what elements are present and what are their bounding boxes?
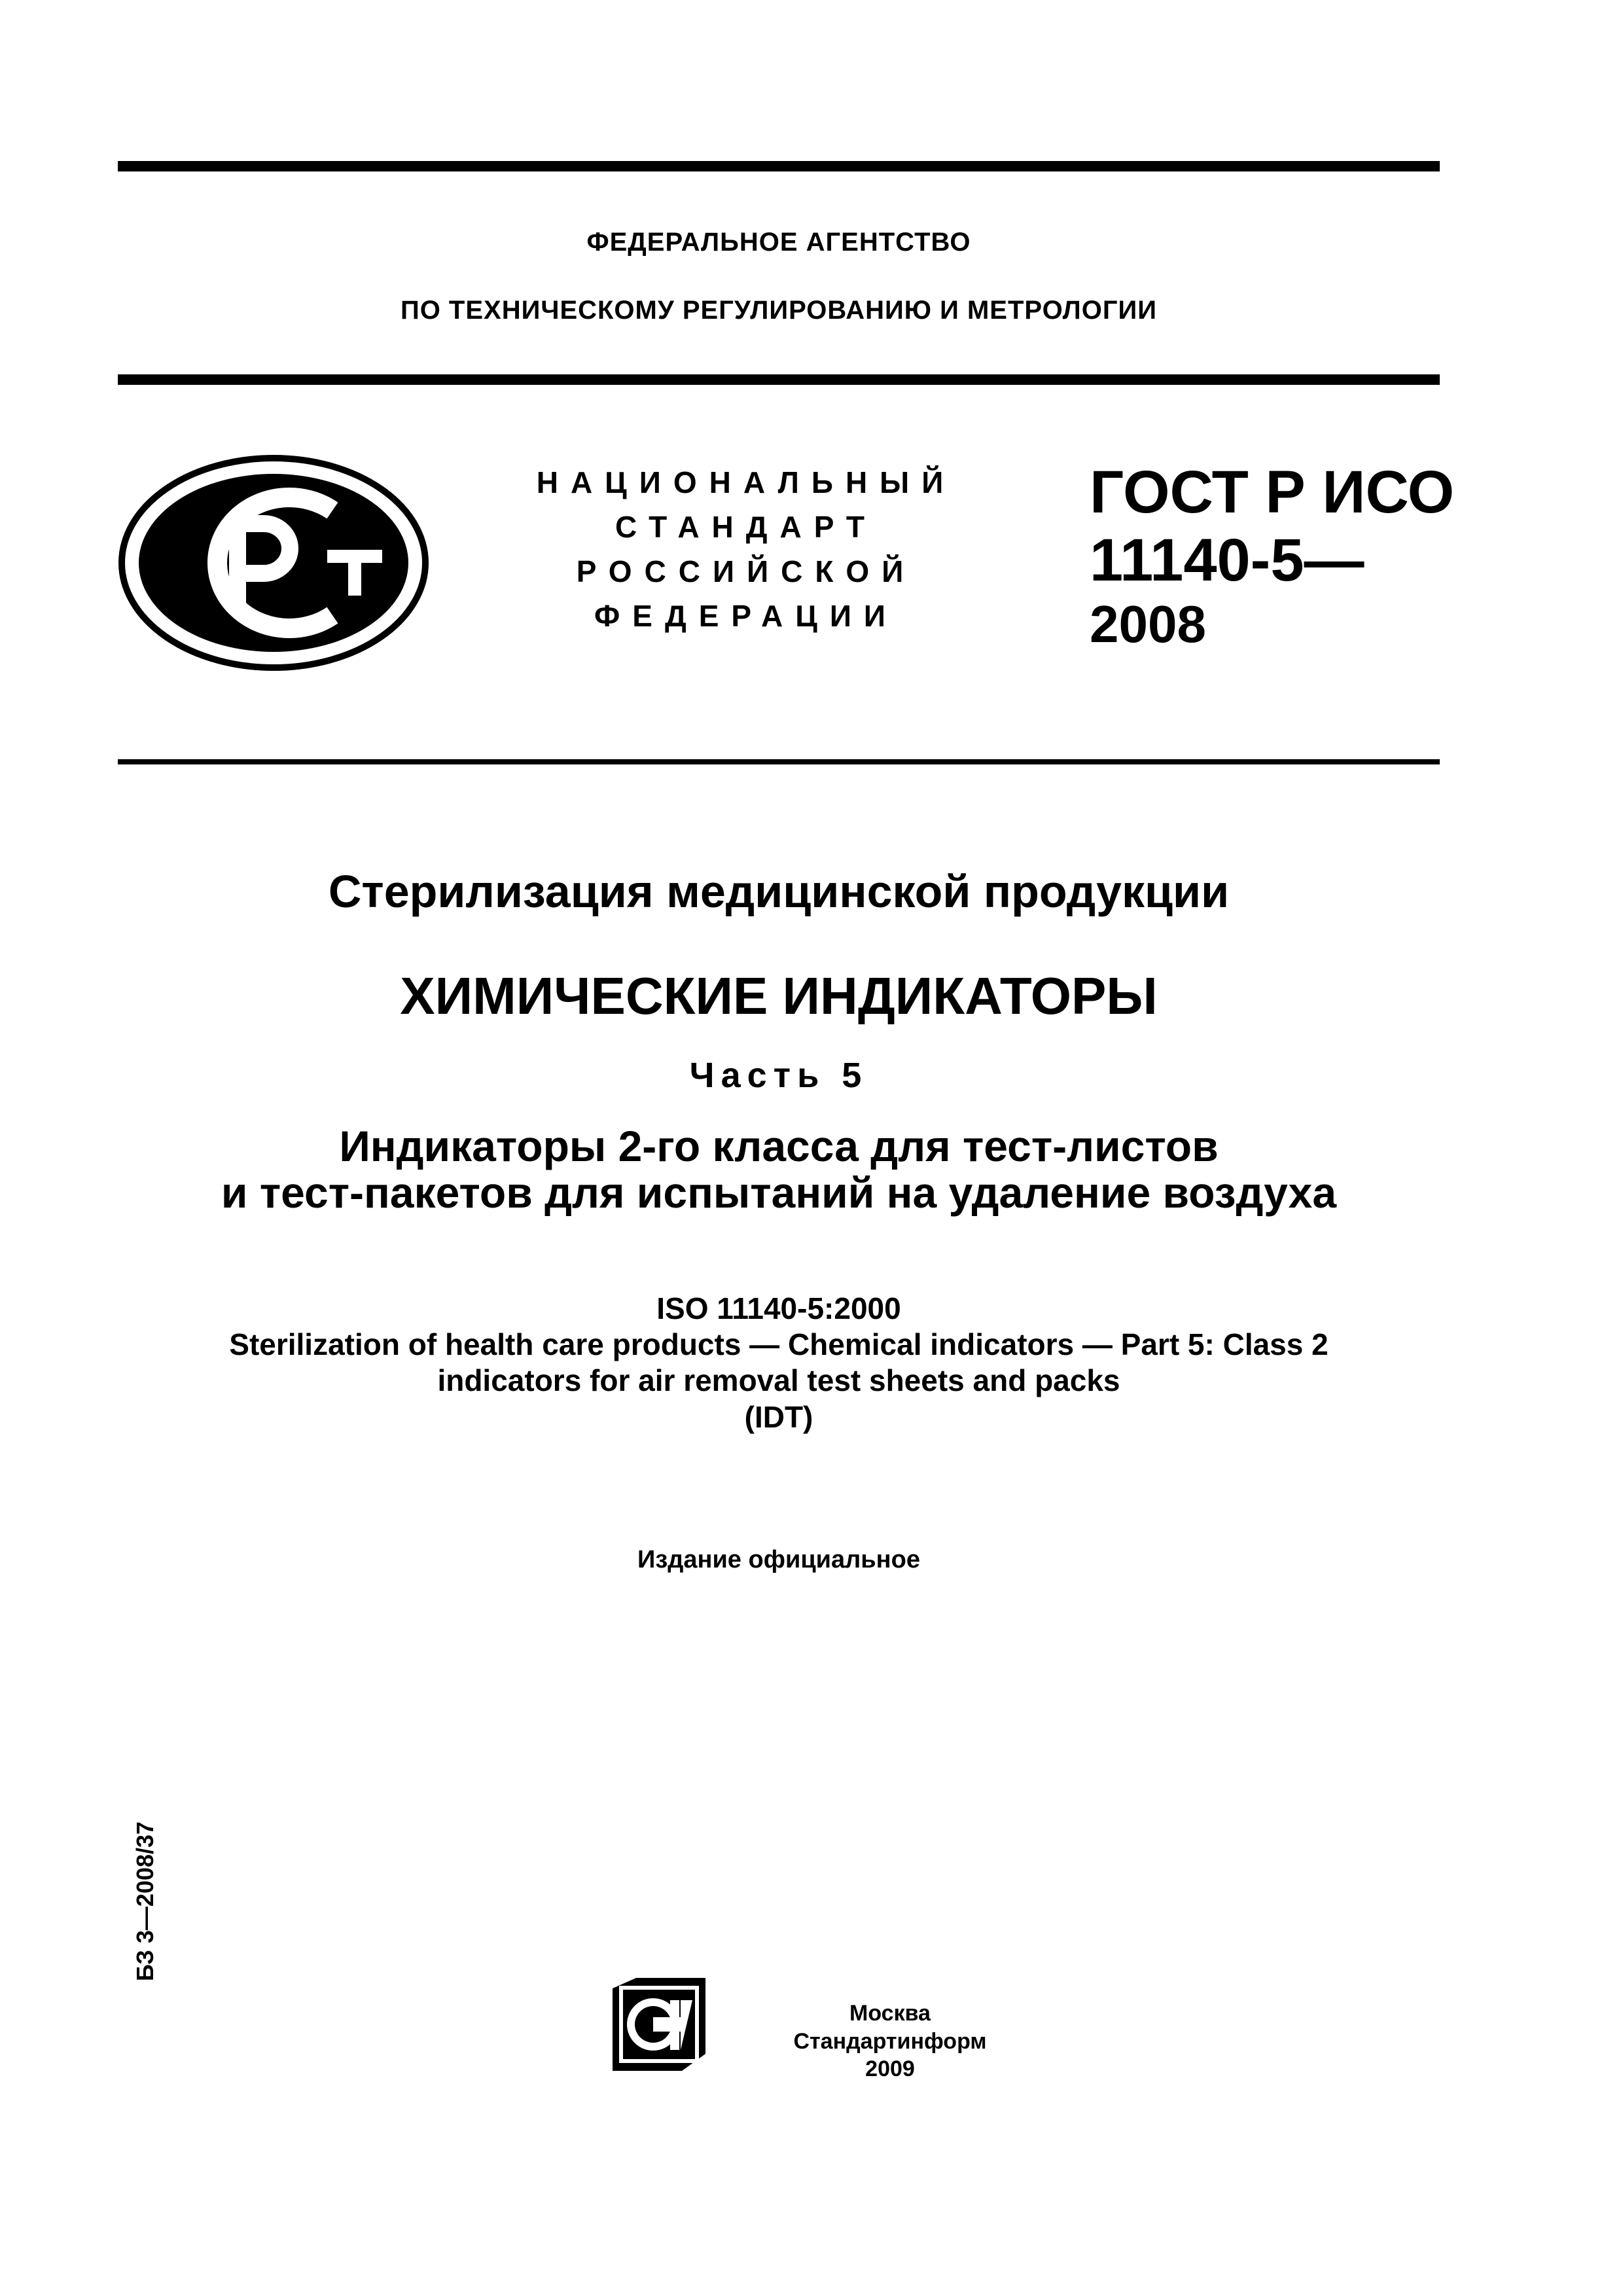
iso-code: ISO 11140-5:2000 [656, 1291, 901, 1325]
header-rule [118, 374, 1440, 385]
agency-name-line-2: ПО ТЕХНИЧЕСКОМУ РЕГУЛИРОВАНИЮ И МЕТРОЛОГИИ [400, 296, 1158, 325]
standard-type-line-3: РОССИЙСКОЙ [576, 554, 916, 588]
title-subject: Стерилизация медицинской продукции [328, 866, 1230, 917]
designation-line-2: 11140-5— [1090, 527, 1364, 594]
rst-logo [116, 452, 431, 674]
iso-reference [118, 1291, 1440, 1435]
title-part-name [118, 1123, 1440, 1217]
designation-line-3: 2008 [1090, 595, 1206, 653]
publisher-info [733, 2000, 1047, 2083]
top-rule [118, 161, 1440, 171]
standartinform-logo-icon [610, 1975, 708, 2073]
iso-equivalence: (IDT) [744, 1399, 813, 1434]
rst-logo-icon [116, 452, 431, 674]
designation-line-1: ГОСТ Р ИСО [1090, 459, 1455, 526]
standard-type-line-1: НАЦИОНАЛЬНЫЙ [536, 465, 956, 499]
iso-title-line-1: Sterilization of health care products — Chemical indicators — Part 5: Class 2 [229, 1327, 1329, 1362]
side-code-text: БЗ 3—2008/37 [132, 1821, 158, 1982]
publisher-name: Стандартинформ [793, 2028, 987, 2054]
standard-type-line-4: ФЕДЕРАЦИИ [594, 599, 898, 633]
agency-name-line-1: ФЕДЕРАЛЬНОЕ АГЕНТСТВО [586, 228, 971, 257]
middle-rule [118, 759, 1440, 764]
title-part: Часть 5 [689, 1056, 868, 1095]
title-main: ХИМИЧЕСКИЕ ИНДИКАТОРЫ [400, 967, 1158, 1025]
edition-label: Издание официальное [637, 1546, 920, 1573]
standard-type-line-2: СТАНДАРТ [615, 510, 877, 544]
title-part-name-line-1: Индикаторы 2-го класса для тест-листов [339, 1122, 1219, 1170]
title-part-name-line-2: и тест-пакетов для испытаний на удаление воздуха [221, 1168, 1337, 1217]
publisher-year: 2009 [865, 2056, 915, 2081]
publisher-city: Москва [849, 2001, 931, 2026]
iso-title-line-2: indicators for air removal test sheets and packs [437, 1363, 1120, 1398]
standartinform-logo [610, 1975, 708, 2073]
